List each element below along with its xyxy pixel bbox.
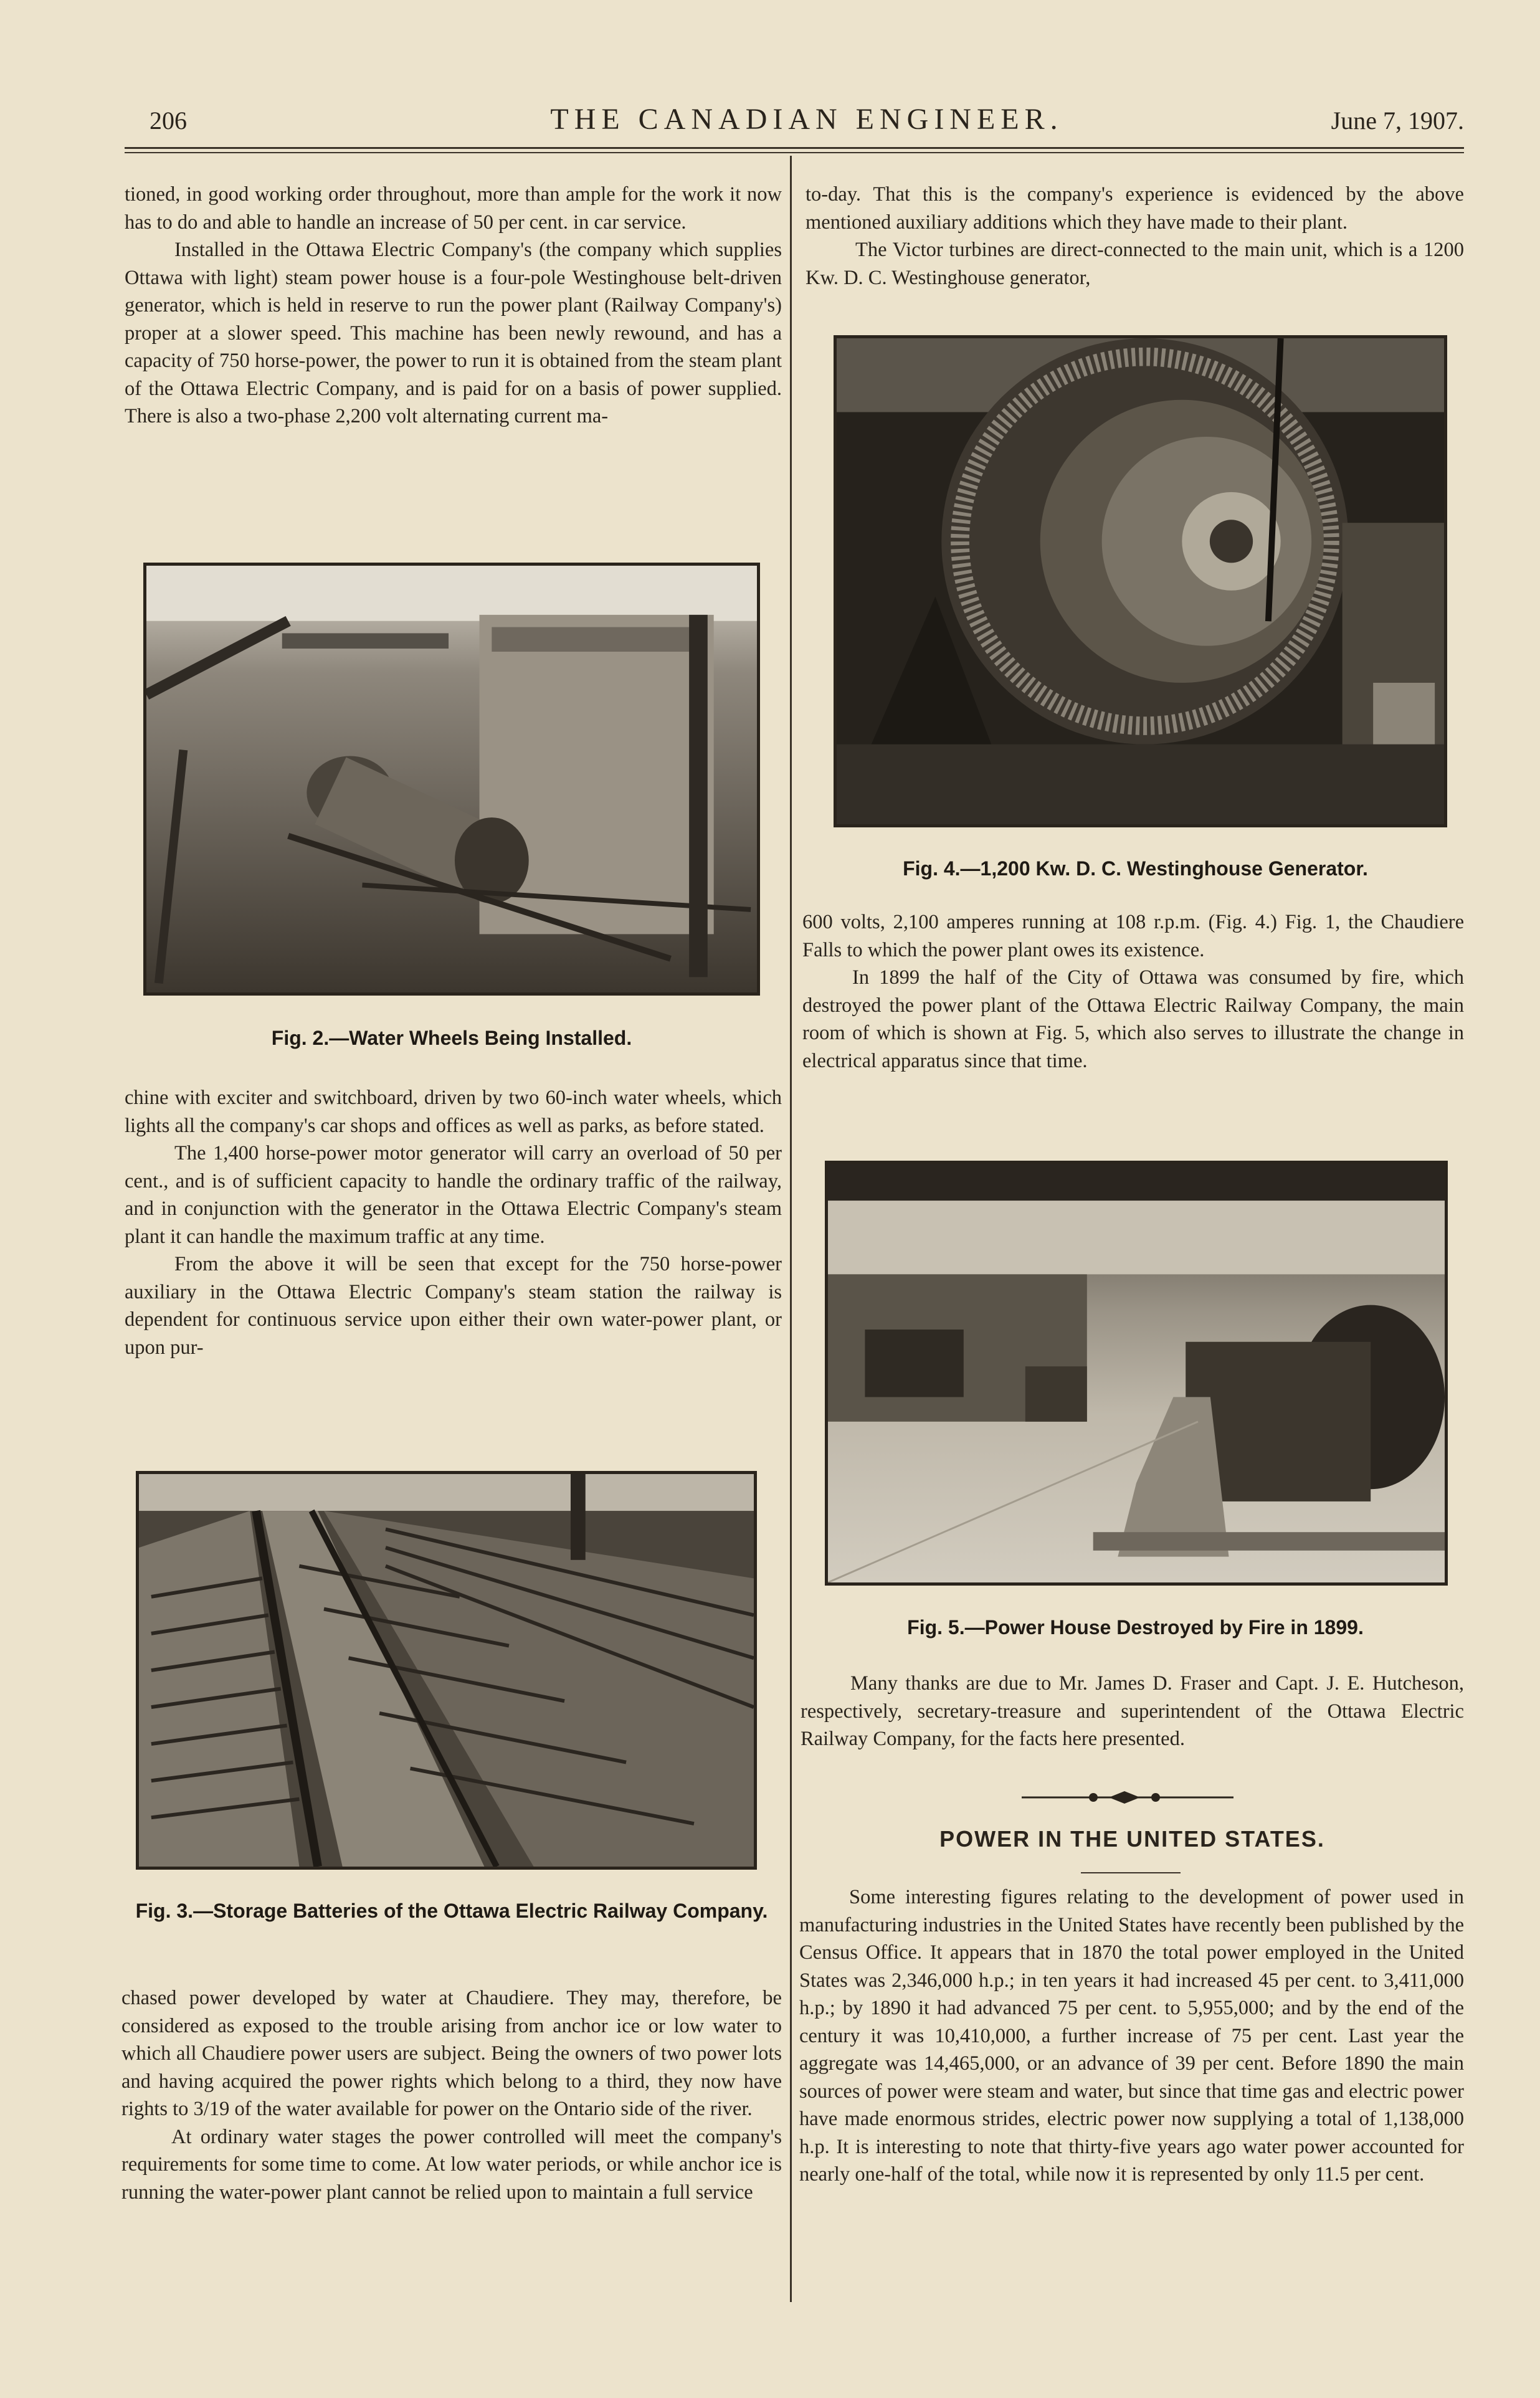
fig5-caption: Fig. 5.—Power House Destroyed by Fire in 1899. bbox=[907, 1616, 1364, 1639]
paragraph: tioned, in good working order throughout, more than ample for the work it now has to do and able to handle an increase of 50 per cent. in car service. bbox=[125, 183, 782, 234]
fig3-caption: Fig. 3.—Storage Batteries of the Ottawa Electric Railway Company. bbox=[135, 1900, 768, 1922]
right-text-block-4 bbox=[799, 1883, 1464, 2189]
right-text-block-3 bbox=[801, 1670, 1464, 1753]
header-rule bbox=[125, 147, 1464, 149]
column-divider bbox=[790, 156, 792, 2302]
paragraph: chased power developed by water at Chaudiere. They may, therefore, be considered as exposed to the trouble arising from anchor ice or low water to which all Chaudiere power users are subject. Being the owners of two power lots and having acquired the power rights which belong to a third, they now have rights to 3/19 of the water available for power on the Ontario side of the river. bbox=[121, 1987, 782, 2120]
section-ornament bbox=[1015, 1788, 1240, 1807]
left-text-block-2 bbox=[125, 1084, 782, 1361]
paragraph: 600 volts, 2,100 amperes running at 108 r.p.m. (Fig. 4.) Fig. 1, the Chaudiere Falls to which the power plant owes its existence. bbox=[802, 911, 1464, 961]
journal-title: THE CANADIAN ENGINEER. bbox=[550, 103, 1063, 136]
paragraph: Installed in the Ottawa Electric Company's (the company which supplies Ottawa with light) steam power house is a four-pole Westinghouse belt-driven generator, which is held in reserve to run the power plant (Railway Company's) proper at a slower speed. This machine has been newly rewound, and has a capacity of 750 horse-power, the power to run it is obtained from the steam plant of the Ottawa Electric Company, and is paid for on a basis of power supplied. There is also a two-phase 2,200 volt alternating current ma- bbox=[125, 239, 782, 427]
left-text-block-3 bbox=[121, 1984, 782, 2206]
paragraph: to-day. That this is the company's experience is evidenced by the above mentioned auxiliary additions which they have made to their plant. bbox=[806, 183, 1464, 234]
paragraph: The 1,400 horse-power motor generator will carry an overload of 50 per cent., and is of sufficient capacity to handle the ordinary traffic of the railway, and in conjunction with the generator in the Ottawa Electric Company's steam plant it can handle the maximum traffic at any time. bbox=[125, 1142, 782, 1248]
paragraph: At ordinary water stages the power controlled will meet the company's requirements for some time to come. At low water periods, or while anchor ice is running the water-power plant cannot be relied upon to maintain a full service bbox=[121, 2125, 782, 2204]
paragraph: From the above it will be seen that except for the 750 horse-power auxiliary in the Ottawa Electric Company's steam station the railway is dependent for continuous service upon either their own water-power plant, or upon pur- bbox=[125, 1253, 782, 1359]
left-text-block-1 bbox=[125, 181, 782, 431]
fig2-photo-water-wheels bbox=[143, 563, 760, 996]
fig3-photo-storage-batteries bbox=[136, 1471, 757, 1870]
paragraph: Many thanks are due to Mr. James D. Fraser and Capt. J. E. Hutcheson, respectively, secretary-treasure and superintendent of the Ottawa Electric Railway Company, for the facts here presented. bbox=[801, 1672, 1464, 1750]
page-number: 206 bbox=[150, 107, 187, 135]
fig2-caption: Fig. 2.—Water Wheels Being Installed. bbox=[271, 1027, 632, 1049]
section-heading: POWER IN THE UNITED STATES. bbox=[939, 1826, 1325, 1852]
page-header bbox=[150, 100, 1464, 143]
right-text-block-2 bbox=[802, 908, 1464, 1075]
fig5-photo-power-house bbox=[825, 1161, 1448, 1586]
issue-date: June 7, 1907. bbox=[1331, 107, 1464, 135]
paragraph: The Victor turbines are direct-connected to the main unit, which is a 1200 Kw. D. C. Westinghouse generator, bbox=[806, 239, 1464, 289]
fig4-photo-westinghouse-generator bbox=[834, 335, 1447, 827]
header-rule-thin bbox=[125, 152, 1464, 153]
fig4-caption: Fig. 4.—1,200 Kw. D. C. Westinghouse Generator. bbox=[903, 857, 1368, 880]
paragraph: chine with exciter and switchboard, driven by two 60-inch water wheels, which lights all the company's car shops and offices as well as parks, as before stated. bbox=[125, 1087, 782, 1137]
paragraph: In 1899 the half of the City of Ottawa was consumed by fire, which destroyed the power plant of the Ottawa Electric Railway Company, the main room of which is shown at Fig. 5, which also serves to illustrate the change in electrical apparatus since that time. bbox=[802, 966, 1464, 1072]
heading-underline bbox=[1081, 1872, 1181, 1873]
right-text-block-1 bbox=[806, 181, 1464, 292]
paragraph: Some interesting figures relating to the development of power used in manufacturing industries in the United States have recently been published by the Census Office. It appears that in 1870 the total power employed in the United States was 2,346,000 h.p.; in ten years it had increased 45 per cent. to 3,411,000 h.p.; by 1890 it had advanced 75 per cent. to 5,955,000; and by the end of the century it was 10,410,000, a further increase of 75 per cent. Last year the aggregate was 14,465,000, or an advance of 39 per cent. Before 1890 the main sources of power were steam and water, but since that time gas and electric power have made enormous strides, electric power now supplying a total of 1,138,000 h.p. It is interesting to note that thirty-five years ago water power accounted for nearly one-half of the total, while now it is represented by only 11.5 per cent. bbox=[799, 1886, 1464, 2186]
